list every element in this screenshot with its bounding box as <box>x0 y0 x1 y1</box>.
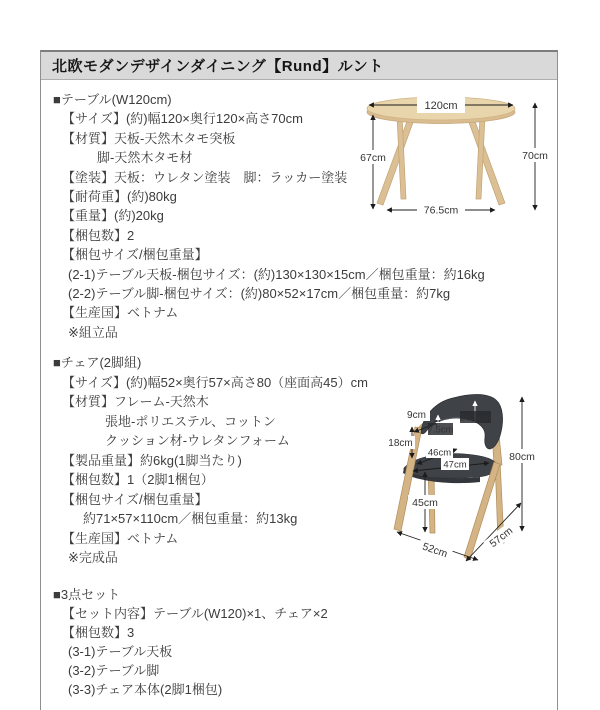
spec-line: 張地-ポリエステル、コットン <box>105 413 276 429</box>
chair-spec-section <box>53 353 368 568</box>
dimension-label-underside-height: 67cm <box>360 152 386 164</box>
spec-line: 【重量】(約)20kg <box>62 208 164 224</box>
dimension-label-leg-span: 76.5cm <box>423 204 459 217</box>
dimension-label-total-height: 70cm <box>522 150 548 162</box>
spec-line: 【梱包数】3 <box>62 625 135 640</box>
content-box <box>40 50 558 710</box>
chair-dimension-diagram <box>385 375 595 587</box>
spec-line: 脚-天然木タモ材 <box>97 150 193 166</box>
spec-line: (2-1)テーブル天板-梱包サイズ：(約)130×130×15cm／梱包重量：約16kg <box>68 266 485 282</box>
spec-line: ※完成品 <box>68 550 118 565</box>
spec-line: 【梱包数】2 <box>62 227 135 243</box>
spec-line: 【セット内容】テーブル(W120)×1、チェア×2 <box>62 606 328 621</box>
spec-line: ■チェア(2脚組) <box>53 355 142 370</box>
spec-line: 【耐荷重】(約)80kg <box>62 189 177 205</box>
spec-line: 【サイズ】(約)幅120×奥行120×高さ70cm <box>62 111 303 127</box>
spec-line: ※組立品 <box>68 324 118 340</box>
dimension-label-total-height: 80cm <box>509 451 535 463</box>
dimension-label-back-height: 26.5cm <box>459 412 492 424</box>
spec-line: (3-3)チェア本体(2脚1梱包) <box>68 682 223 697</box>
spec-line: (3-1)テーブル天板 <box>68 644 173 659</box>
spec-line: ■テーブル(W120cm) <box>53 92 172 107</box>
set-spec-section <box>53 585 328 699</box>
dimension-label-width: 52cm <box>420 540 449 561</box>
table-legs <box>377 116 505 205</box>
table-dimension-diagram <box>355 85 565 225</box>
spec-line: (2-2)テーブル脚-梱包サイズ：(約)80×52×17cm／梱包重量：約7kg <box>68 286 451 302</box>
spec-line: ■3点セット <box>53 587 121 602</box>
spec-line: 【材質】フレーム-天然木 <box>62 394 209 409</box>
spec-line: クッション材-ウレタンフォーム <box>105 433 290 448</box>
dimension-label-seat-width: 47cm <box>443 459 467 471</box>
page-title: 北欧モダンデザインダイニング【Rund】ルント <box>41 52 557 80</box>
spec-line: 約71×57×110cm／梱包重量：約13kg <box>83 511 298 526</box>
spec-line: 【梱包数】1（2脚1梱包） <box>62 472 214 487</box>
spec-line: (3-2)テーブル脚 <box>68 663 160 678</box>
dimension-label-back-to-seat: 18cm <box>388 438 413 449</box>
dimension-label-width-group <box>417 538 454 562</box>
dimension-label-armrest-depth: 9cm <box>407 410 426 421</box>
spec-line: 【材質】天板-天然木タモ突板 <box>62 130 236 146</box>
dimension-label-seat-height: 45cm <box>412 497 438 509</box>
dimension-label-depth: 57cm <box>487 524 516 551</box>
spec-line: 【塗装】天板：ウレタン塗装 脚：ラッカー塗装 <box>62 169 348 185</box>
dimension-label-seat-depth: 46cm <box>427 447 452 459</box>
table-leg <box>467 116 505 205</box>
dimension-label-frame-thickness: 7.5cm <box>427 424 454 436</box>
spec-line: 【製品重量】約6kg(1脚当たり) <box>62 452 242 468</box>
spec-line: 【梱包サイズ/梱包重量】 <box>62 491 208 507</box>
spec-line: 【生産国】ベトナム <box>62 530 179 546</box>
spec-line: 【梱包サイズ/梱包重量】 <box>62 247 208 263</box>
dimension-label-top-width: 120cm <box>424 100 458 112</box>
spec-line: 【サイズ】(約)幅52×奥行57×高さ80（座面高45）cm <box>62 374 368 390</box>
spec-line: 【生産国】ベトナム <box>62 305 179 321</box>
